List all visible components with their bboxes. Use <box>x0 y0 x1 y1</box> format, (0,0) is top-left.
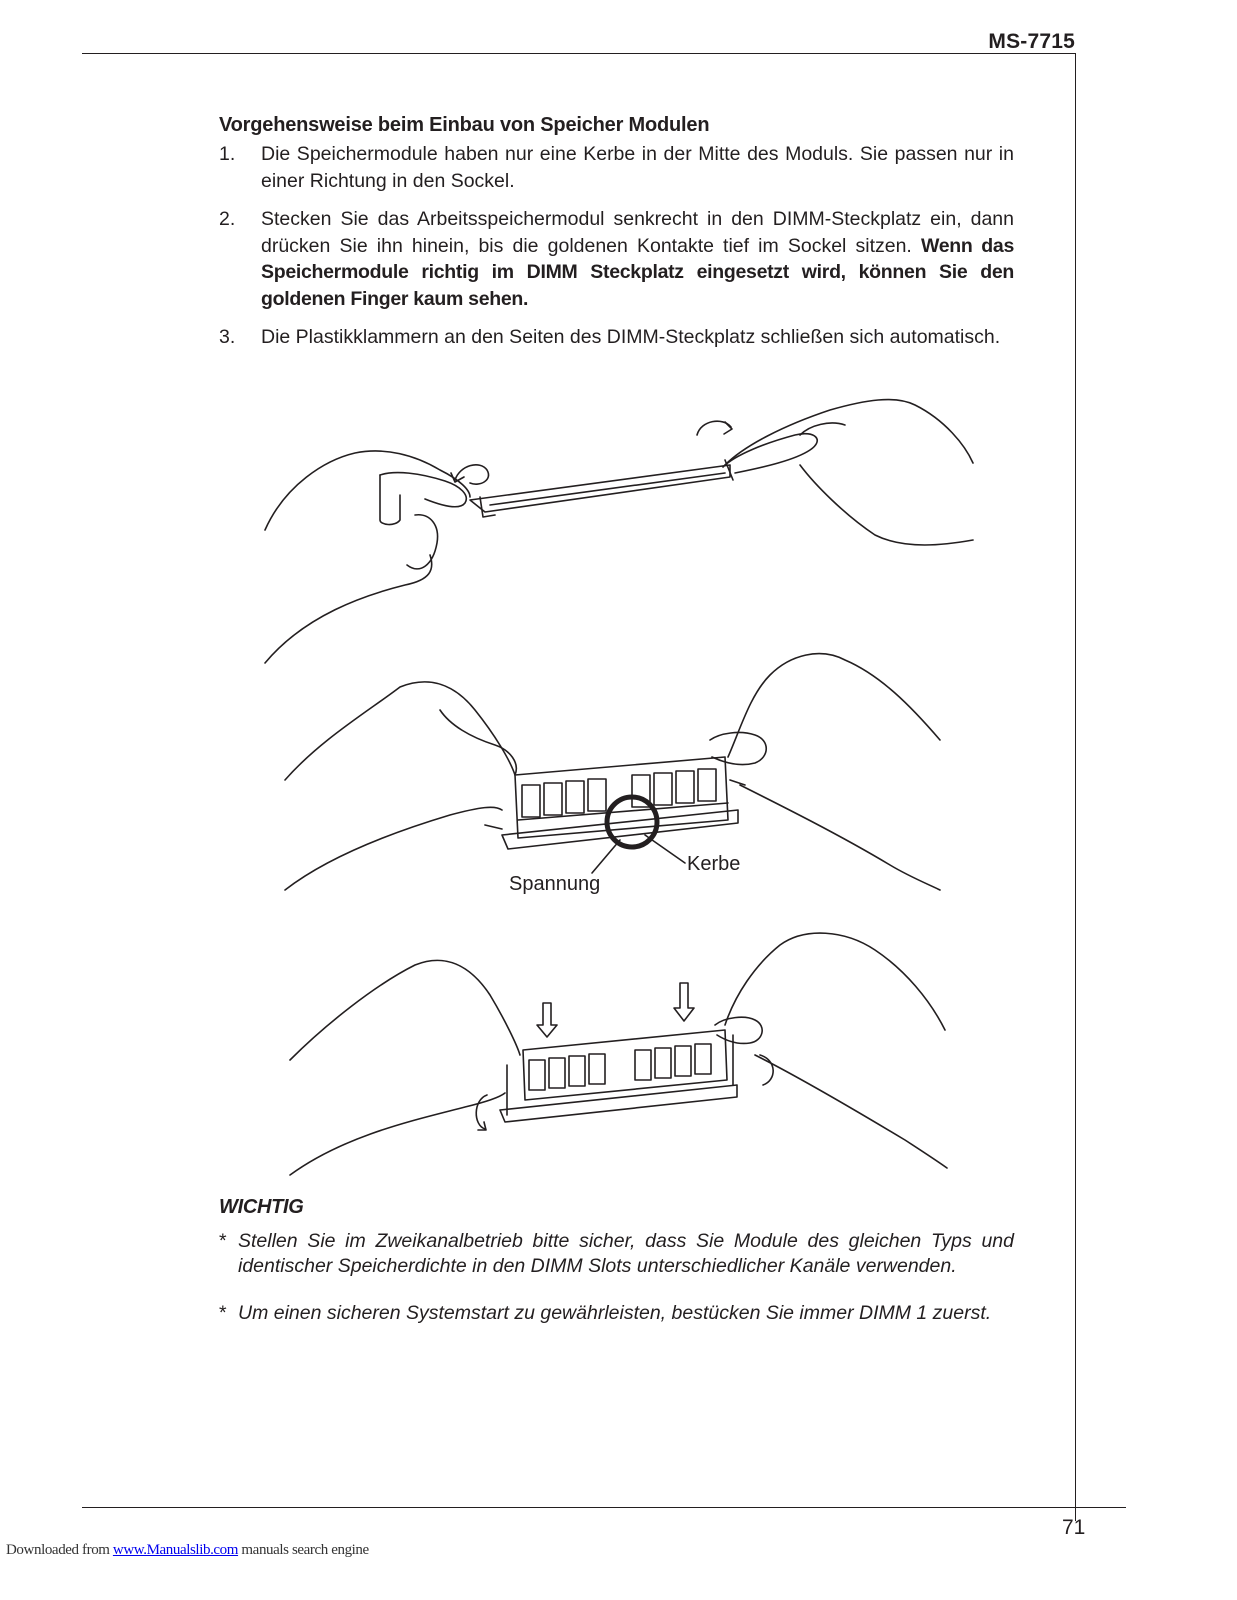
figure-press-module <box>285 925 955 1180</box>
right-hand-illustration <box>710 654 940 890</box>
press-down-arrows <box>537 983 694 1037</box>
step-2 <box>219 206 1014 312</box>
empty-dimm-slot <box>470 460 733 517</box>
notch-leader-line <box>645 835 685 863</box>
step-1 <box>219 141 1014 194</box>
step-text <box>261 206 1014 312</box>
rotation-arrows <box>451 421 732 484</box>
note-text: Stellen Sie im Zweikanalbetrieb bitte sicher, dass Sie Module des gleichen Typs und identischer Speicherdichte in den DIMM Slots unterschiedlicher Kanäle verwenden. <box>238 1230 1014 1277</box>
step-body: Die Speichermodule haben nur eine Kerbe in der Mitte des Moduls. Sie passen nur in einer Richtung in den Sockel. <box>261 143 1014 192</box>
figure-insert-module <box>280 645 950 895</box>
manualslib-link[interactable]: www.Manualslib.com <box>112 1542 239 1558</box>
note-bullet: * <box>219 1230 227 1252</box>
right-hand-illustration <box>715 933 947 1168</box>
page-edge-rule <box>1075 53 1076 1521</box>
left-hand-illustration <box>290 960 520 1175</box>
footer-rule <box>82 1507 1126 1508</box>
note-bullet: * <box>219 1302 227 1324</box>
model-number: MS-7715 <box>988 30 1075 53</box>
step-emphasis: Wenn das Speichermodule richtig im DIMM Steckplatz eingesetzt wird, können Sie den goldenen Finger kaum sehen. <box>261 234 1014 310</box>
step-body: Stecken Sie das Arbeitsspeichermodul senkrecht in den DIMM-Steckplatz ein, dann drücken Sie ihn hinein, bis die goldenen Kontakte tief im Sockel sitzen. <box>261 208 1014 257</box>
footer-prefix: Downloaded from <box>6 1542 113 1558</box>
step-text <box>261 324 1014 351</box>
footer-suffix: manuals search engine <box>238 1542 369 1558</box>
page-number: 71 <box>1062 1516 1086 1539</box>
left-hand-illustration <box>265 451 470 663</box>
notch-label: Kerbe <box>687 853 741 875</box>
voltage-label: Spannung <box>509 873 601 895</box>
installation-steps <box>219 141 1014 363</box>
rotation-arrows <box>476 1055 773 1130</box>
important-notes <box>219 1229 1014 1348</box>
note-2 <box>219 1301 1014 1326</box>
note-text: Um einen sicheren Systemstart zu gewährleisten, bestücken Sie immer DIMM 1 zuerst. <box>238 1302 992 1324</box>
figure-open-clips <box>255 385 985 670</box>
left-hand-illustration <box>285 682 516 890</box>
step-body: Die Plastikklammern an den Seiten des DIMM-Steckplatz schließen sich automatisch. <box>261 326 1001 348</box>
step-3 <box>219 324 1014 351</box>
download-footer <box>6 1542 369 1559</box>
header-rule <box>82 53 1076 54</box>
step-number: 1. <box>219 143 236 165</box>
right-hand-illustration <box>723 400 973 545</box>
voltage-leader-line <box>592 840 620 873</box>
step-number: 3. <box>219 326 236 348</box>
important-title: WICHTIG <box>219 1196 304 1218</box>
step-text <box>261 141 1014 194</box>
note-1 <box>219 1229 1014 1279</box>
section-title: Vorgehensweise beim Einbau von Speicher Modulen <box>219 114 710 136</box>
step-number: 2. <box>219 208 236 230</box>
